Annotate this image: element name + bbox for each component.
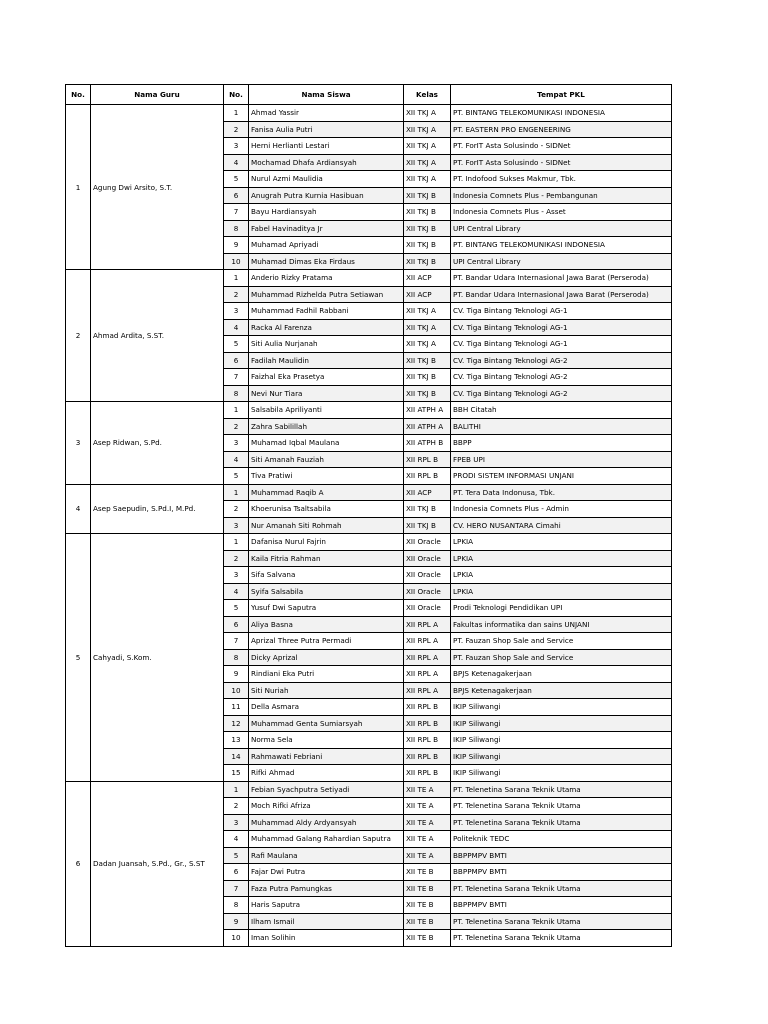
student-name: Rindiani Eka Putri bbox=[249, 666, 404, 683]
student-number: 7 bbox=[224, 204, 249, 221]
student-number: 3 bbox=[224, 303, 249, 320]
pkl-place: LPKIA bbox=[451, 567, 672, 584]
student-number: 10 bbox=[224, 682, 249, 699]
table-row bbox=[66, 484, 672, 501]
student-number: 3 bbox=[224, 814, 249, 831]
student-number: 6 bbox=[224, 352, 249, 369]
student-number: 4 bbox=[224, 831, 249, 848]
student-number: 1 bbox=[224, 534, 249, 551]
pkl-place: BBPPMPV BMTI bbox=[451, 897, 672, 914]
student-class: XII ACP bbox=[404, 484, 451, 501]
student-name: Muhammad Fadhil Rabbani bbox=[249, 303, 404, 320]
student-number: 4 bbox=[224, 451, 249, 468]
pkl-place: PT. EASTERN PRO ENGENEERING bbox=[451, 121, 672, 138]
student-name: Siti Aulia Nurjanah bbox=[249, 336, 404, 353]
student-number: 3 bbox=[224, 517, 249, 534]
student-class: XII TE A bbox=[404, 831, 451, 848]
pkl-place: LPKIA bbox=[451, 550, 672, 567]
student-name: Fabel Havinaditya Jr bbox=[249, 220, 404, 237]
student-class: XII RPL B bbox=[404, 468, 451, 485]
student-number: 5 bbox=[224, 600, 249, 617]
student-class: XII TE A bbox=[404, 781, 451, 798]
student-name: Iman Solihin bbox=[249, 930, 404, 947]
teacher-name: Asep Ridwan, S.Pd. bbox=[91, 402, 224, 485]
student-name: Syifa Salsabila bbox=[249, 583, 404, 600]
student-name: Dafanisa Nurul Fajrin bbox=[249, 534, 404, 551]
student-number: 10 bbox=[224, 930, 249, 947]
student-name: Ahmad Yassir bbox=[249, 105, 404, 122]
pkl-place: Politeknik TEDC bbox=[451, 831, 672, 848]
student-class: XII ATPH A bbox=[404, 402, 451, 419]
student-class: XII RPL B bbox=[404, 451, 451, 468]
student-class: XII RPL A bbox=[404, 616, 451, 633]
pkl-place: LPKIA bbox=[451, 534, 672, 551]
student-number: 6 bbox=[224, 187, 249, 204]
student-name: Aprizal Three Putra Permadi bbox=[249, 633, 404, 650]
pkl-place: Indonesia Comnets Plus - Asset bbox=[451, 204, 672, 221]
student-class: XII TE B bbox=[404, 897, 451, 914]
pkl-place: CV. Tiga Bintang Teknologi AG-2 bbox=[451, 352, 672, 369]
student-name: Muhamad Iqbal Maulana bbox=[249, 435, 404, 452]
header-student-name: Nama Siswa bbox=[249, 85, 404, 105]
student-class: XII TKJ B bbox=[404, 501, 451, 518]
student-number: 1 bbox=[224, 781, 249, 798]
student-class: XII TKJ A bbox=[404, 105, 451, 122]
student-class: XII TKJ A bbox=[404, 303, 451, 320]
header-teacher-no: No. bbox=[66, 85, 91, 105]
student-class: XII TKJ B bbox=[404, 369, 451, 386]
header-teacher-name: Nama Guru bbox=[91, 85, 224, 105]
header-row bbox=[66, 85, 672, 105]
student-class: XII TKJ B bbox=[404, 187, 451, 204]
document-page bbox=[65, 84, 672, 947]
student-number: 2 bbox=[224, 798, 249, 815]
student-number: 10 bbox=[224, 253, 249, 270]
pkl-place: IKIP Siliwangi bbox=[451, 765, 672, 782]
student-class: XII TE B bbox=[404, 930, 451, 947]
student-name: Rifki Ahmad bbox=[249, 765, 404, 782]
pkl-place: PT. Bandar Udara Internasional Jawa Barat (Perseroda) bbox=[451, 286, 672, 303]
pkl-place: CV. Tiga Bintang Teknologi AG-2 bbox=[451, 385, 672, 402]
teacher-name: Dadan Juansah, S.Pd., Gr., S.ST bbox=[91, 781, 224, 946]
pkl-place: PT. Bandar Udara Internasional Jawa Barat (Perseroda) bbox=[451, 270, 672, 287]
student-name: Anderio Rizky Pratama bbox=[249, 270, 404, 287]
student-number: 7 bbox=[224, 369, 249, 386]
student-name: Yusuf Dwi Saputra bbox=[249, 600, 404, 617]
pkl-place: PT. Telenetina Sarana Teknik Utama bbox=[451, 913, 672, 930]
teacher-name: Cahyadi, S.Kom. bbox=[91, 534, 224, 782]
pkl-place: PT. Telenetina Sarana Teknik Utama bbox=[451, 930, 672, 947]
pkl-place: PT. Fauzan Shop Sale and Service bbox=[451, 633, 672, 650]
student-number: 5 bbox=[224, 336, 249, 353]
student-number: 9 bbox=[224, 666, 249, 683]
student-name: Norma Sela bbox=[249, 732, 404, 749]
teacher-name: Ahmad Ardita, S.ST. bbox=[91, 270, 224, 402]
student-class: XII TE B bbox=[404, 913, 451, 930]
student-number: 1 bbox=[224, 484, 249, 501]
student-class: XII RPL B bbox=[404, 765, 451, 782]
student-number: 11 bbox=[224, 699, 249, 716]
student-name: Bayu Hardiansyah bbox=[249, 204, 404, 221]
student-class: XII TKJ B bbox=[404, 352, 451, 369]
pkl-place: FPEB UPI bbox=[451, 451, 672, 468]
student-number: 2 bbox=[224, 121, 249, 138]
pkl-place: PT. Telenetina Sarana Teknik Utama bbox=[451, 814, 672, 831]
table-row bbox=[66, 534, 672, 551]
student-number: 3 bbox=[224, 567, 249, 584]
table-row bbox=[66, 402, 672, 419]
pkl-place: BBPP bbox=[451, 435, 672, 452]
student-number: 7 bbox=[224, 633, 249, 650]
student-class: XII TKJ A bbox=[404, 154, 451, 171]
pkl-place: PT. ForIT Asta Solusindo - SIDNet bbox=[451, 138, 672, 155]
student-name: Ilham Ismail bbox=[249, 913, 404, 930]
student-name: Nur Amanah Siti Rohmah bbox=[249, 517, 404, 534]
student-number: 5 bbox=[224, 171, 249, 188]
pkl-place: CV. Tiga Bintang Teknologi AG-1 bbox=[451, 336, 672, 353]
student-number: 7 bbox=[224, 880, 249, 897]
pkl-place: CV. Tiga Bintang Teknologi AG-1 bbox=[451, 319, 672, 336]
student-name: Khoerunisa Tsaltsabila bbox=[249, 501, 404, 518]
pkl-place: PT. Indofood Sukses Makmur, Tbk. bbox=[451, 171, 672, 188]
student-number: 2 bbox=[224, 418, 249, 435]
student-name: Dicky Aprizal bbox=[249, 649, 404, 666]
student-class: XII TKJ B bbox=[404, 253, 451, 270]
teacher-number: 3 bbox=[66, 402, 91, 485]
teacher-number: 6 bbox=[66, 781, 91, 946]
student-class: XII TKJ A bbox=[404, 138, 451, 155]
student-class: XII RPL B bbox=[404, 732, 451, 749]
student-number: 12 bbox=[224, 715, 249, 732]
pkl-place: LPKIA bbox=[451, 583, 672, 600]
student-class: XII Oracle bbox=[404, 550, 451, 567]
teacher-number: 1 bbox=[66, 105, 91, 270]
student-class: XII TKJ B bbox=[404, 220, 451, 237]
student-class: XII TKJ B bbox=[404, 385, 451, 402]
pkl-place: BPJS Ketenagakerjaan bbox=[451, 666, 672, 683]
student-number: 3 bbox=[224, 138, 249, 155]
pkl-place: Prodi Teknologi Pendidikan UPI bbox=[451, 600, 672, 617]
header-class: Kelas bbox=[404, 85, 451, 105]
student-name: Rafi Maulana bbox=[249, 847, 404, 864]
student-number: 4 bbox=[224, 319, 249, 336]
student-class: XII TE B bbox=[404, 864, 451, 881]
pkl-place: PT. Telenetina Sarana Teknik Utama bbox=[451, 798, 672, 815]
student-number: 4 bbox=[224, 583, 249, 600]
student-name: Racka Al Farenza bbox=[249, 319, 404, 336]
student-class: XII RPL B bbox=[404, 748, 451, 765]
student-name: Febian Syachputra Setiyadi bbox=[249, 781, 404, 798]
table-row bbox=[66, 105, 672, 122]
student-class: XII TE A bbox=[404, 814, 451, 831]
student-name: Mochamad Dhafa Ardiansyah bbox=[249, 154, 404, 171]
student-name: Muhammad Aldy Ardyansyah bbox=[249, 814, 404, 831]
student-class: XII ACP bbox=[404, 286, 451, 303]
table-body bbox=[66, 105, 672, 947]
pkl-place: Indonesia Comnets Plus - Pembangunan bbox=[451, 187, 672, 204]
pkl-place: IKIP Siliwangi bbox=[451, 699, 672, 716]
student-name: Zahra Sabilillah bbox=[249, 418, 404, 435]
student-name: Siti Nuriah bbox=[249, 682, 404, 699]
student-name: Anugrah Putra Kurnia Hasibuan bbox=[249, 187, 404, 204]
student-name: Della Asmara bbox=[249, 699, 404, 716]
student-class: XII RPL A bbox=[404, 633, 451, 650]
pkl-place: PT. Fauzan Shop Sale and Service bbox=[451, 649, 672, 666]
pkl-place: PT. ForIT Asta Solusindo - SIDNet bbox=[451, 154, 672, 171]
student-number: 2 bbox=[224, 286, 249, 303]
student-number: 6 bbox=[224, 616, 249, 633]
header-place: Tempat PKL bbox=[451, 85, 672, 105]
student-name: Muhammad Galang Rahardian Saputra bbox=[249, 831, 404, 848]
student-name: Muhammad Raqib A bbox=[249, 484, 404, 501]
student-class: XII Oracle bbox=[404, 567, 451, 584]
student-name: Kaila Fitria Rahman bbox=[249, 550, 404, 567]
student-name: Haris Saputra bbox=[249, 897, 404, 914]
student-number: 14 bbox=[224, 748, 249, 765]
student-number: 9 bbox=[224, 913, 249, 930]
student-name: Siti Amanah Fauziah bbox=[249, 451, 404, 468]
student-class: XII RPL A bbox=[404, 682, 451, 699]
pkl-place: PT. Telenetina Sarana Teknik Utama bbox=[451, 781, 672, 798]
student-class: XII RPL A bbox=[404, 649, 451, 666]
student-name: Tiva Pratiwi bbox=[249, 468, 404, 485]
student-number: 1 bbox=[224, 105, 249, 122]
pkl-place: PT. BINTANG TELEKOMUNIKASI INDONESIA bbox=[451, 105, 672, 122]
student-number: 2 bbox=[224, 501, 249, 518]
student-class: XII TKJ B bbox=[404, 237, 451, 254]
student-class: XII Oracle bbox=[404, 534, 451, 551]
student-name: Fajar Dwi Putra bbox=[249, 864, 404, 881]
student-class: XII TE A bbox=[404, 847, 451, 864]
teacher-name: Agung Dwi Arsito, S.T. bbox=[91, 105, 224, 270]
pkl-place: PT. BINTANG TELEKOMUNIKASI INDONESIA bbox=[451, 237, 672, 254]
header-student-no: No. bbox=[224, 85, 249, 105]
student-name: Rahmawati Febriani bbox=[249, 748, 404, 765]
pkl-place: BBPPMPV BMTI bbox=[451, 847, 672, 864]
pkl-place: IKIP Siliwangi bbox=[451, 732, 672, 749]
student-number: 8 bbox=[224, 385, 249, 402]
student-class: XII TKJ A bbox=[404, 121, 451, 138]
student-number: 4 bbox=[224, 154, 249, 171]
student-class: XII TKJ A bbox=[404, 336, 451, 353]
student-class: XII ATPH A bbox=[404, 418, 451, 435]
student-class: XII RPL B bbox=[404, 715, 451, 732]
teacher-number: 5 bbox=[66, 534, 91, 782]
table-row bbox=[66, 270, 672, 287]
pkl-assignment-table bbox=[65, 84, 672, 947]
pkl-place: Indonesia Comnets Plus - Admin bbox=[451, 501, 672, 518]
student-class: XII TKJ B bbox=[404, 517, 451, 534]
pkl-place: BBPPMPV BMTI bbox=[451, 864, 672, 881]
student-number: 8 bbox=[224, 897, 249, 914]
student-class: XII ACP bbox=[404, 270, 451, 287]
student-name: Muhammad Genta Sumiarsyah bbox=[249, 715, 404, 732]
student-class: XII TKJ A bbox=[404, 319, 451, 336]
teacher-name: Asep Saepudin, S.Pd.I, M.Pd. bbox=[91, 484, 224, 534]
table-row bbox=[66, 781, 672, 798]
student-class: XII TKJ B bbox=[404, 204, 451, 221]
student-name: Fanisa Aulia Putri bbox=[249, 121, 404, 138]
student-name: Herni Herlianti Lestari bbox=[249, 138, 404, 155]
student-number: 8 bbox=[224, 649, 249, 666]
student-name: Aliya Basna bbox=[249, 616, 404, 633]
pkl-place: PT. Tera Data Indonusa, Tbk. bbox=[451, 484, 672, 501]
student-number: 5 bbox=[224, 847, 249, 864]
student-name: Salsabila Apriliyanti bbox=[249, 402, 404, 419]
student-name: Nurul Azmi Maulidia bbox=[249, 171, 404, 188]
student-number: 9 bbox=[224, 237, 249, 254]
student-name: Moch Rifki Afriza bbox=[249, 798, 404, 815]
pkl-place: Fakultas informatika dan sains UNJANI bbox=[451, 616, 672, 633]
pkl-place: IKIP Siliwangi bbox=[451, 715, 672, 732]
pkl-place: UPI Central Library bbox=[451, 253, 672, 270]
student-name: Sifa Salvana bbox=[249, 567, 404, 584]
student-class: XII Oracle bbox=[404, 583, 451, 600]
student-class: XII ATPH B bbox=[404, 435, 451, 452]
pkl-place: BALITHI bbox=[451, 418, 672, 435]
student-number: 6 bbox=[224, 864, 249, 881]
pkl-place: CV. Tiga Bintang Teknologi AG-1 bbox=[451, 303, 672, 320]
pkl-place: CV. Tiga Bintang Teknologi AG-2 bbox=[451, 369, 672, 386]
student-number: 13 bbox=[224, 732, 249, 749]
student-name: Muhammad Rizhelda Putra Setiawan bbox=[249, 286, 404, 303]
student-name: Nevi Nur Tiara bbox=[249, 385, 404, 402]
student-name: Muhamad Dimas Eka Firdaus bbox=[249, 253, 404, 270]
student-class: XII RPL B bbox=[404, 699, 451, 716]
pkl-place: BPJS Ketenagakerjaan bbox=[451, 682, 672, 699]
student-number: 3 bbox=[224, 435, 249, 452]
pkl-place: PRODI SISTEM INFORMASI UNJANI bbox=[451, 468, 672, 485]
student-class: XII Oracle bbox=[404, 600, 451, 617]
student-name: Fadilah Maulidin bbox=[249, 352, 404, 369]
student-number: 2 bbox=[224, 550, 249, 567]
student-class: XII RPL A bbox=[404, 666, 451, 683]
student-number: 1 bbox=[224, 402, 249, 419]
pkl-place: PT. Telenetina Sarana Teknik Utama bbox=[451, 880, 672, 897]
student-name: Muhamad Apriyadi bbox=[249, 237, 404, 254]
student-number: 5 bbox=[224, 468, 249, 485]
student-name: Faza Putra Pamungkas bbox=[249, 880, 404, 897]
student-class: XII TE A bbox=[404, 798, 451, 815]
pkl-place: IKIP Siliwangi bbox=[451, 748, 672, 765]
student-number: 8 bbox=[224, 220, 249, 237]
pkl-place: CV. HERO NUSANTARA Cimahi bbox=[451, 517, 672, 534]
pkl-place: UPI Central Library bbox=[451, 220, 672, 237]
student-name: Faizhal Eka Prasetya bbox=[249, 369, 404, 386]
student-class: XII TE B bbox=[404, 880, 451, 897]
teacher-number: 2 bbox=[66, 270, 91, 402]
student-number: 15 bbox=[224, 765, 249, 782]
pkl-place: BBH Citatah bbox=[451, 402, 672, 419]
student-class: XII TKJ A bbox=[404, 171, 451, 188]
student-number: 1 bbox=[224, 270, 249, 287]
teacher-number: 4 bbox=[66, 484, 91, 534]
